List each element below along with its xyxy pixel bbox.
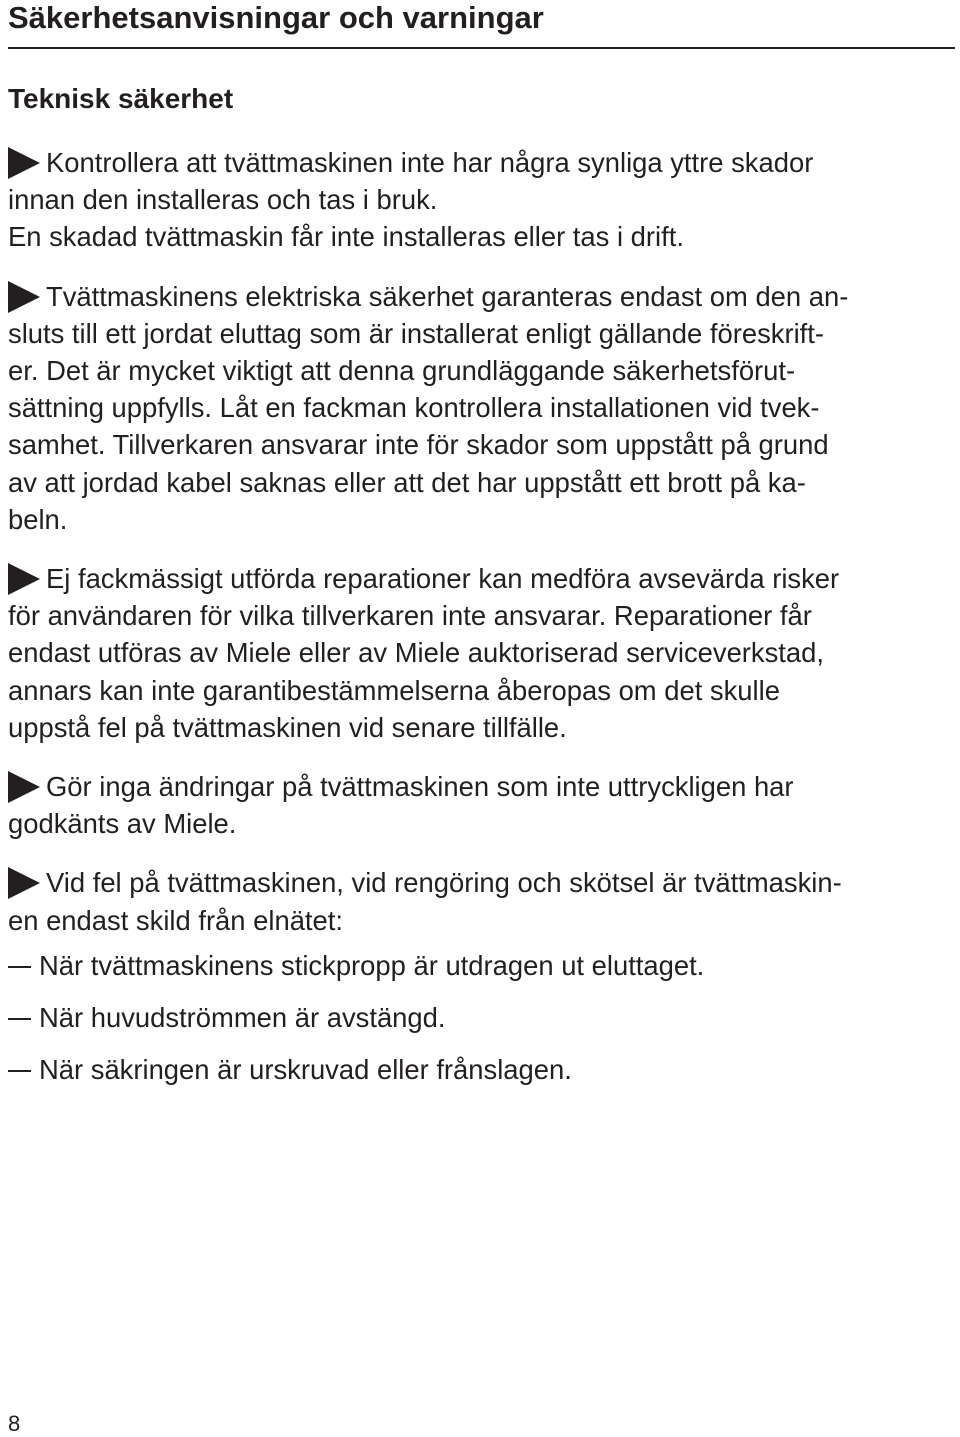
paragraph-line: annars kan inte garantibestämmelserna åberopas om det skulle xyxy=(8,674,780,706)
paragraph-line: för användaren för vilka tillverkaren inte ansvarar. Reparationer får xyxy=(8,600,812,632)
arrow-right-icon xyxy=(8,867,40,899)
paragraph-line xyxy=(8,144,956,181)
paragraph-line: av att jordad kabel saknas eller att det har uppstått ett brott på ka- xyxy=(8,466,806,498)
safety-paragraph xyxy=(8,560,956,746)
paragraph-line xyxy=(8,768,956,805)
safety-paragraph xyxy=(8,768,956,842)
paragraph-line: godkänts av Miele. xyxy=(8,808,237,840)
arrow-right-icon xyxy=(8,563,40,595)
paragraph-line-text: Tvättmaskinens elektriska säkerhet garanteras endast om den an- xyxy=(46,280,849,312)
paragraph-line-text: Ej fackmässigt utförda reparationer kan medföra avsevärda risker xyxy=(46,563,840,595)
list-item xyxy=(8,999,956,1036)
paragraph-line: endast utföras av Miele eller av Miele auktoriserad serviceverkstad, xyxy=(8,637,824,669)
paragraph-line-text: Vid fel på tvättmaskinen, vid rengöring och skötsel är tvättmaskin- xyxy=(46,867,842,899)
list-item xyxy=(8,947,956,984)
arrow-right-icon xyxy=(8,771,40,803)
dash-list xyxy=(8,947,956,1089)
paragraph-line-text: Gör inga ändringar på tvättmaskinen som inte uttryckligen har xyxy=(46,771,794,803)
section-heading: Teknisk säkerhet xyxy=(8,83,234,114)
paragraph-line: sluts till ett jordat eluttag som är installerat enligt gällande föreskrift- xyxy=(8,317,825,349)
paragraph-line: sättning uppfylls. Låt en fackman kontrollera installationen vid tvek- xyxy=(8,392,820,424)
safety-paragraph xyxy=(8,144,956,256)
dash-icon xyxy=(8,1070,31,1072)
paragraph-line: innan den installeras och tas i bruk. xyxy=(8,184,438,216)
title-rule xyxy=(8,47,955,49)
paragraph-line: samhet. Tillverkaren ansvarar inte för skador som uppstått på grund xyxy=(8,429,829,461)
paragraph-line xyxy=(8,864,956,901)
dash-icon xyxy=(8,1018,31,1020)
list-item-text: När säkringen är urskruvad eller frånslagen. xyxy=(39,1054,572,1086)
list-item-text: När tvättmaskinens stickpropp är utdragen ut eluttaget. xyxy=(39,949,705,981)
paragraph-line xyxy=(8,560,956,597)
paragraph-line: uppstå fel på tvättmaskinen vid senare tillfälle. xyxy=(8,711,567,743)
safety-paragraph xyxy=(8,278,956,538)
dash-icon xyxy=(8,966,31,968)
paragraph-line: En skadad tvättmaskin får inte installeras eller tas i drift. xyxy=(8,221,684,253)
paragraph-line xyxy=(8,278,956,315)
paragraph-line-text: Kontrollera att tvättmaskinen inte har några synliga yttre skador xyxy=(46,147,814,178)
arrow-right-icon xyxy=(8,281,40,313)
page-title: Säkerhetsanvisningar och varningar xyxy=(8,0,544,35)
arrow-right-icon xyxy=(8,147,40,179)
paragraph-line: beln. xyxy=(8,503,68,535)
page-number: 8 xyxy=(8,1411,21,1436)
paragraph-line: en endast skild från elnätet: xyxy=(8,904,343,936)
paragraph-line: er. Det är mycket viktigt att denna grundläggande säkerhetsförut- xyxy=(8,355,796,387)
list-item-text: När huvudströmmen är avstängd. xyxy=(39,1002,446,1034)
safety-paragraph xyxy=(8,864,956,938)
document-body xyxy=(8,144,956,1103)
list-item xyxy=(8,1051,956,1088)
